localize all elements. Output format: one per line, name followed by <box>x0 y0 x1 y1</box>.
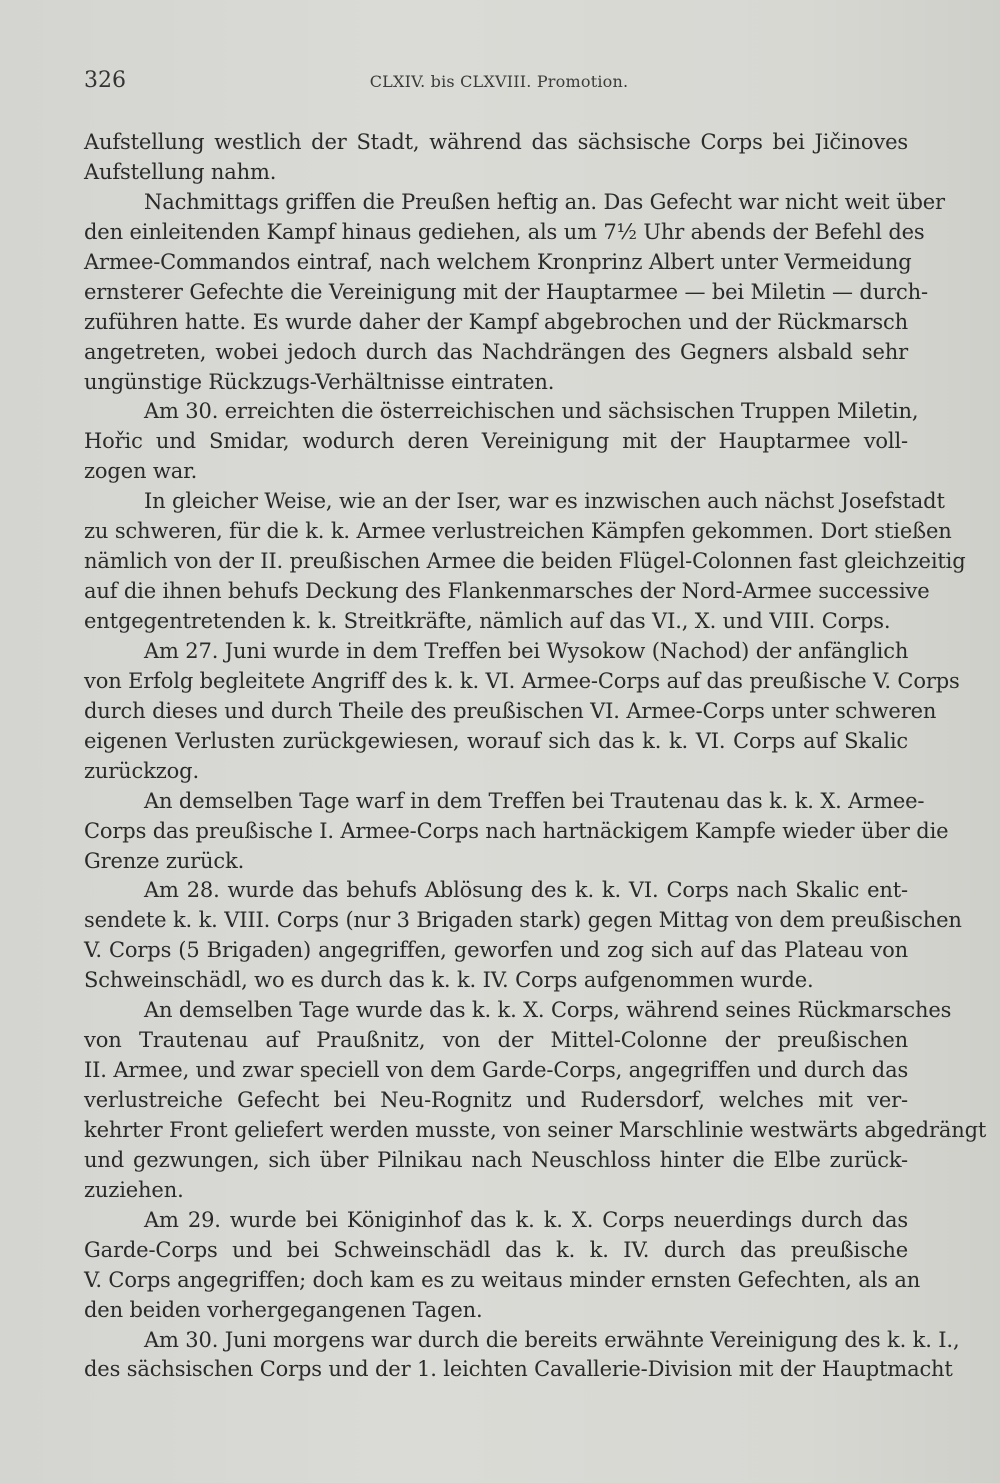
text-line: Hořic und Smidar, wodurch deren Vereinigung mit der Hauptarmee voll- <box>84 429 908 454</box>
text-line: den beiden vorhergegangenen Tagen. <box>84 1297 483 1322</box>
text-line: zurückzog. <box>84 758 199 783</box>
text-line: entgegentretenden k. k. Streitkräfte, nämlich auf das VI., X. und VIII. Corps. <box>84 609 891 633</box>
text-line: sendete k. k. VIII. Corps (nur 3 Brigaden stark) gegen Mittag von dem preußischen <box>84 908 962 933</box>
text-line: In gleicher Weise, wie an der Iser, war es inzwischen auch nächst Josefstadt <box>144 489 945 514</box>
text-line: kehrter Front geliefert werden musste, von seiner Marschlinie westwärts abgedrängt <box>84 1117 987 1142</box>
text-line: ernsterer Gefechte die Vereinigung mit der Hauptarmee — bei Miletin — durch- <box>84 279 928 304</box>
text-line: des sächsischen Corps und der 1. leichten Cavallerie-Division mit der Hauptmacht <box>84 1357 953 1382</box>
text-line: Grenze zurück. <box>84 848 245 873</box>
text-line: Am 28. wurde das behufs Ablösung des k. k. VI. Corps nach Skalic ent- <box>144 878 908 903</box>
text-line: zuziehen. <box>84 1177 184 1202</box>
text-line: zogen war. <box>84 459 198 484</box>
text-line: angetreten, wobei jedoch durch das Nachdrängen des Gegners alsbald sehr <box>84 339 908 364</box>
text-line: durch dieses und durch Theile des preußischen VI. Armee-Corps unter schweren <box>84 698 937 723</box>
text-line: Aufstellung nahm. <box>84 159 277 184</box>
text-line: von Erfolg begleitete Angriff des k. k. VI. Armee-Corps auf das preußische V. Corps <box>84 668 960 693</box>
running-title: CLXIV. bis CLXVIII. Promotion. <box>369 72 629 91</box>
text-line: An demselben Tage warf in dem Treffen bei Trautenau das k. k. X. Armee- <box>144 788 925 813</box>
text-line: Garde-Corps und bei Schweinschädl das k. k. IV. durch das preußische <box>84 1237 908 1262</box>
text-line: II. Armee, und zwar speciell von dem Garde-Corps, angegriffen und durch das <box>84 1058 909 1083</box>
text-line: An demselben Tage wurde das k. k. X. Corps, während seines Rückmarsches <box>144 998 952 1023</box>
text-line: nämlich von der II. preußischen Armee die beiden Flügel-Colonnen fast gleichzeitig <box>84 549 966 574</box>
text-line: Am 27. Juni wurde in dem Treffen bei Wysokow (Nachod) der anfänglich <box>144 638 909 663</box>
text-line: Schweinschädl, wo es durch das k. k. IV. Corps aufgenommen wurde. <box>84 968 814 993</box>
text-line: Armee-Commandos eintraf, nach welchem Kronprinz Albert unter Vermeidung <box>84 249 912 274</box>
text-line: Nachmittags griffen die Preußen heftig an. Das Gefecht war nicht weit über <box>144 189 945 214</box>
text-line: Am 30. Juni morgens war durch die bereits erwähnte Vereinigung des k. k. I., <box>144 1327 960 1352</box>
text-line: Am 30. erreichten die österreichischen und sächsischen Truppen Miletin, <box>144 399 919 424</box>
text-line: den einleitenden Kampf hinaus gediehen, als um 7½ Uhr abends der Befehl des <box>84 219 925 244</box>
text-line: V. Corps angegriffen; doch kam es zu weitaus minder ernsten Gefechten, als an <box>84 1267 921 1292</box>
text-line: V. Corps (5 Brigaden) angegriffen, geworfen und zog sich auf das Plateau von <box>84 938 908 963</box>
text-line: eigenen Verlusten zurückgewiesen, worauf sich das k. k. VI. Corps auf Skalic <box>84 728 908 753</box>
body-text <box>84 128 987 1385</box>
text-line: zu schweren, für die k. k. Armee verlustreichen Kämpfen gekommen. Dort stießen <box>84 519 952 544</box>
page-number: 326 <box>84 68 126 93</box>
text-line: zuführen hatte. Es wurde daher der Kampf abgebrochen und der Rückmarsch <box>84 309 908 334</box>
text-line: verlustreiche Gefecht bei Neu-Rognitz und Rudersdorf, welches mit ver- <box>84 1088 908 1112</box>
text-line: Corps das preußische I. Armee-Corps nach hartnäckigem Kampfe wieder über die <box>84 818 949 843</box>
text-line: ungünstige Rückzugs-Verhältnisse eintraten. <box>84 369 555 394</box>
text-line: Aufstellung westlich der Stadt, während das sächsische Corps bei Jičinoves <box>84 130 908 154</box>
text-line: auf die ihnen behufs Deckung des Flankenmarsches der Nord-Armee successive <box>84 579 930 604</box>
text-line: Am 29. wurde bei Königinhof das k. k. X. Corps neuerdings durch das <box>144 1207 908 1232</box>
page-header <box>84 68 914 104</box>
text-line: von Trautenau auf Praußnitz, von der Mittel-Colonne der preußischen <box>84 1028 908 1053</box>
text-line: und gezwungen, sich über Pilnikau nach Neuschloss hinter die Elbe zurück- <box>84 1147 908 1172</box>
